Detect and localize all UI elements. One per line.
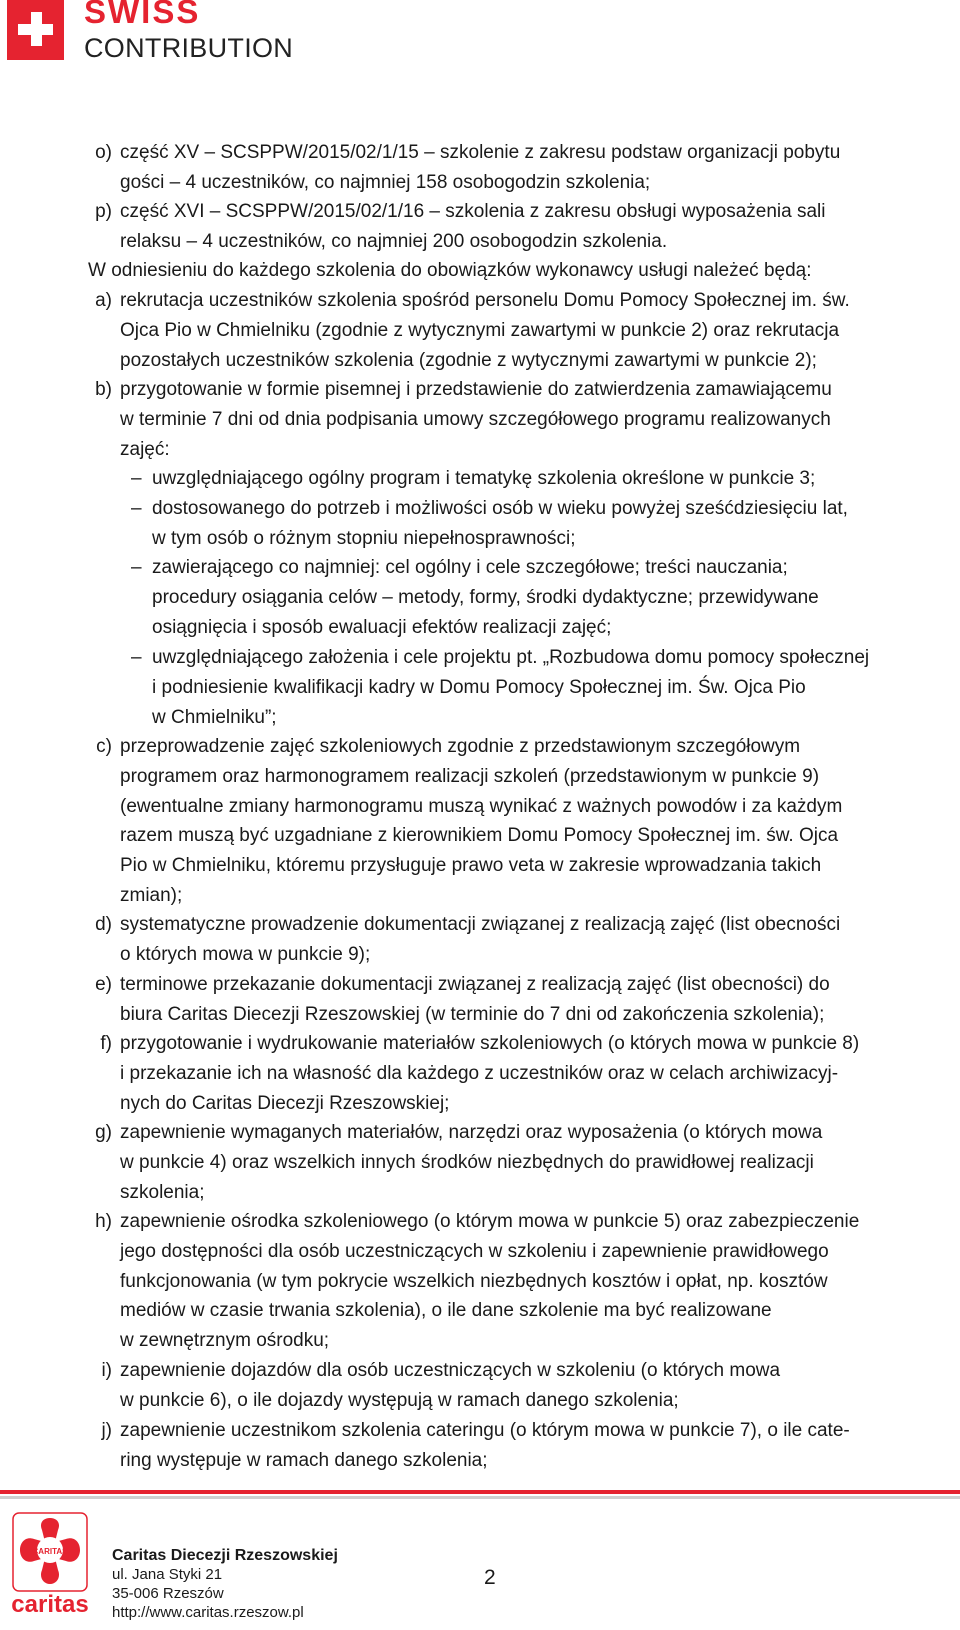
text-line: i podniesienie kwalifikacji kadry w Domu Pomocy Społecznej im. Św. Ojca Pio — [152, 676, 806, 698]
intro-text: W odniesieniu do każdego szkolenia do obowiązków wykonawcy usługi należeć będą: — [88, 260, 812, 281]
item-text — [120, 286, 952, 375]
text-line: przygotowanie i wydrukowanie materiałów szkoleniowych (o których mowa w punkcie 8) — [120, 1033, 860, 1054]
text-line: biura Caritas Diecezji Rzeszowskiej (w terminie do 7 dni od zakończenia szkolenia); — [120, 1003, 825, 1025]
text-line: zapewnienie uczestnikom szkolenia cateringu (o którym mowa w punkcie 7), o ile cate- — [120, 1420, 850, 1441]
text-line: zajęć: — [120, 438, 170, 460]
item-text — [120, 1356, 952, 1416]
badge-text: CARITAS — [32, 1547, 68, 1556]
item-label: a) — [95, 290, 112, 311]
text-line: uwzględniającego założenia i cele projektu pt. „Rozbudowa domu pomocy społecznej — [152, 647, 870, 668]
swiss-contribution-logo — [7, 0, 307, 68]
text-line: razem muszą być uzgadniane z kierownikiem Domu Pomocy Społecznej im. św. Ojca — [120, 825, 839, 847]
item-label: b) — [95, 379, 112, 400]
text-line: mediów w czasie trwania szkolenia), o ile dane szkolenie ma być realizowane — [120, 1300, 772, 1322]
footer-website-link[interactable]: http://www.caritas.rzeszow.pl — [112, 1604, 304, 1621]
text-line: w tym osób o różnym stopniu niepełnosprawności; — [152, 527, 576, 549]
item-label: c) — [96, 736, 112, 757]
item-label: f) — [100, 1033, 112, 1054]
page-number: 2 — [484, 1566, 496, 1589]
text-line: zmian); — [120, 884, 183, 906]
item-text — [152, 494, 952, 554]
footer-rule-red — [0, 1490, 960, 1494]
item-text — [120, 1118, 952, 1207]
text-line: zapewnienie wymaganych materiałów, narzędzi oraz wyposażenia (o których mowa — [120, 1122, 823, 1143]
text-line: systematyczne prowadzenie dokumentacji związanej z realizacją zajęć (list obecności — [120, 914, 841, 935]
logo-contribution-text: CONTRIBUTION — [84, 33, 294, 63]
item-text — [120, 138, 952, 168]
footer-rule-grey — [0, 1496, 960, 1499]
caritas-wordmark: caritas — [11, 1591, 89, 1618]
item-label: e) — [95, 974, 112, 995]
text-line: w punkcie 6), o ile dojazdy występują w ramach danego szkolenia; — [120, 1389, 679, 1411]
item-label: h) — [95, 1211, 112, 1232]
footer-city: 35-006 Rzeszów — [112, 1585, 224, 1602]
item-label: d) — [95, 914, 112, 935]
text-line: jego dostępności dla osób uczestniczących w szkoleniu i zapewnienie prawidłowego — [120, 1240, 829, 1262]
text-line: część XV – SCSPPW/2015/02/1/15 – szkolenie z zakresu podstaw organizacji pobytu — [120, 142, 841, 163]
item-label: p) — [95, 201, 112, 222]
text-line: ring występuje w ramach danego szkolenia; — [120, 1449, 488, 1471]
item-text — [120, 1207, 952, 1356]
logo-swiss-text: SWISS — [84, 0, 201, 30]
item-text — [152, 464, 952, 494]
text-line: w Chmielniku”; — [152, 706, 277, 728]
text-line: przygotowanie w formie pisemnej i przedstawienie do zatwierdzenia zamawiającemu — [120, 379, 832, 400]
text-line: funkcjonowania (w tym pokrycie wszelkich niezbędnych kosztów i opłat, np. kosztów — [120, 1270, 828, 1292]
text-line: pozostałych uczestników szkolenia (zgodnie z wytycznymi zawartymi w punkcie 2); — [120, 349, 817, 371]
text-line: zapewnienie ośrodka szkoleniowego (o którym mowa w punkcie 5) oraz zabezpieczenie — [120, 1211, 860, 1232]
text-line: relaksu – 4 uczestników, co najmniej 200 osobogodzin szkolenia. — [120, 231, 668, 252]
item-label: o) — [95, 142, 112, 163]
text-line: osiągnięcia i sposób ewaluacji efektów realizacji zajęć; — [152, 616, 612, 638]
text-line: w zewnętrznym ośrodku; — [120, 1330, 330, 1352]
dash-marker: – — [131, 468, 142, 489]
text-line: nych do Caritas Diecezji Rzeszowskiej; — [120, 1092, 450, 1114]
item-text — [120, 732, 952, 911]
item-text — [120, 375, 952, 464]
text-line: procedury osiągania celów – metody, formy, środki dydaktyczne; przewidywane — [152, 586, 819, 608]
item-text — [152, 553, 952, 642]
text-line: zapewnienie dojazdów dla osób uczestniczących w szkoleniu (o których mowa — [120, 1360, 781, 1381]
dash-marker: – — [131, 647, 142, 668]
item-label: g) — [95, 1122, 112, 1143]
text-line: Pio w Chmielniku, któremu przysługuje prawo veta w zakresie wprowadzania takich — [120, 855, 822, 877]
text-line: Ojca Pio w Chmielniku (zgodnie z wytycznymi zawartymi w punkcie 2) oraz rekrutacja — [120, 319, 840, 341]
item-text — [120, 910, 952, 970]
text-line: przeprowadzenie zajęć szkoleniowych zgodnie z przedstawionym szczegółowym — [120, 736, 801, 757]
text-line: (ewentualne zmiany harmonogramu muszą wynikać z ważnych powodów i za każdym — [120, 795, 843, 817]
footer-org-name: Caritas Diecezji Rzeszowskiej — [112, 1547, 338, 1564]
text-line: szkolenia; — [120, 1181, 205, 1203]
text-line: w terminie 7 dni od dnia podpisania umowy szczegółowego programu realizowanych — [120, 408, 831, 430]
footer-street: ul. Jana Styki 21 — [112, 1566, 223, 1583]
caritas-logo — [8, 1512, 92, 1622]
item-label: i) — [101, 1360, 112, 1381]
text-line: dostosowanego do potrzeb i możliwości osób w wieku powyżej sześćdziesięciu lat, — [152, 498, 848, 519]
caritas-cross-icon — [12, 1512, 88, 1592]
text-line: w punkcie 4) oraz wszelkich innych środków niezbędnych do prawidłowej realizacji — [120, 1151, 814, 1173]
swiss-flag-icon — [7, 0, 64, 60]
text-line: gości – 4 uczestników, co najmniej 158 osobogodzin szkolenia; — [120, 172, 651, 193]
dash-marker: – — [131, 498, 142, 519]
item-text — [120, 1029, 952, 1118]
text-line: część XVI – SCSPPW/2015/02/1/16 – szkolenia z zakresu obsługi wyposażenia sali — [120, 201, 826, 222]
text-line: o których mowa w punkcie 9); — [120, 943, 371, 965]
item-text — [120, 1416, 952, 1476]
text-line: programem oraz harmonogramem realizacji szkoleń (przedstawionym w punkcie 9) — [120, 765, 820, 787]
footer-address — [112, 1546, 338, 1622]
text-line: uwzględniającego ogólny program i tematykę szkolenia określone w punkcie 3; — [152, 468, 816, 489]
item-text — [152, 643, 952, 732]
text-line: rekrutacja uczestników szkolenia spośród personelu Domu Pomocy Społecznej im. św. — [120, 290, 850, 311]
item-text — [120, 970, 952, 1030]
text-line: i przekazanie ich na własność dla każdego z uczestników oraz w celach archiwizacyj- — [120, 1062, 839, 1084]
text-line: terminowe przekazanie dokumentacji związanej z realizacją zajęć (list obecności) do — [120, 974, 830, 995]
item-label: j) — [101, 1420, 112, 1441]
text-line: zawierającego co najmniej: cel ogólny i cele szczegółowe; treści nauczania; — [152, 557, 788, 578]
dash-marker: – — [131, 557, 142, 578]
